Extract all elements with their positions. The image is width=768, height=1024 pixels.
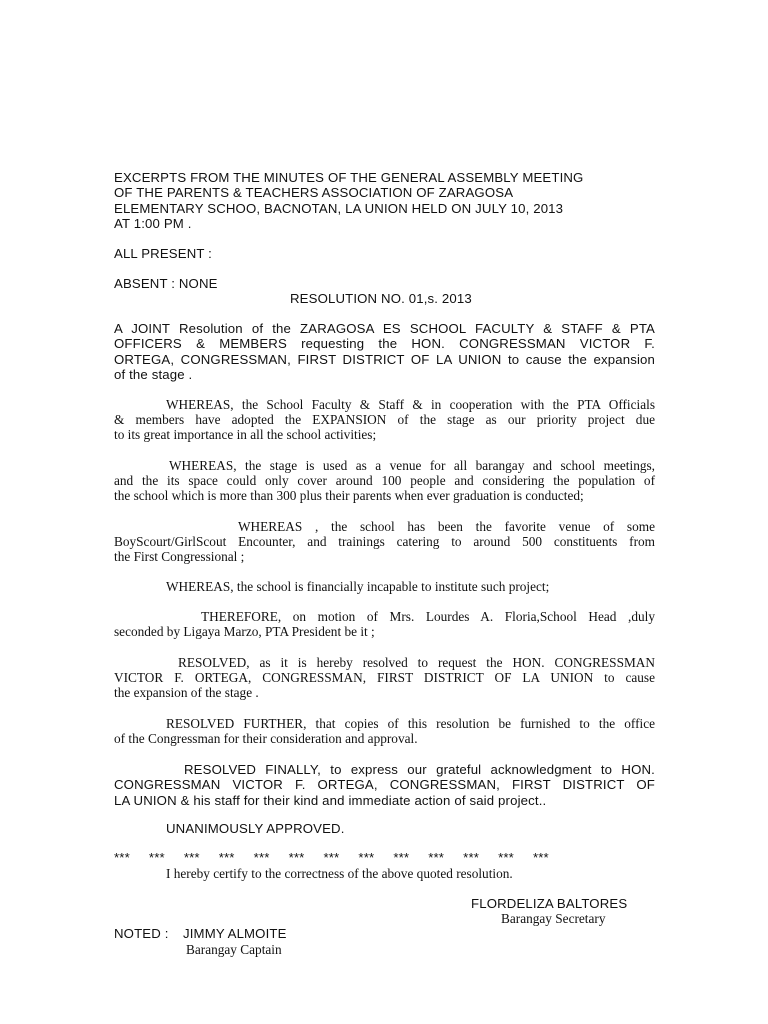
asterisk-separator: *** *** *** *** *** *** *** *** *** *** *** *** *** xyxy=(114,850,549,865)
resolution-number: RESOLUTION NO. 01,s. 2013 xyxy=(290,291,472,306)
preamble-paragraph: A JOINT Resolution of the ZARAGOSA ES SCHOOL FACULTY & STAFF & PTA OFFICERS & MEMBERS requesting the HON. CONGRESSMAN VICTOR F. ORTEGA, CONGRESSMAN, FIRST DISTRICT OF LA UNION to cause the expansion of the stage . xyxy=(114,321,655,383)
secretary-title: Barangay Secretary xyxy=(501,911,606,926)
certification-statement: I hereby certify to the correctness of the above quoted resolution. xyxy=(166,866,513,881)
whereas-paragraph-1: WHEREAS, the School Faculty & Staff & in cooperation with the PTA Officials & members have adopted the EXPANSION of the stage as our priority project due to its great importance in all the school activities; xyxy=(114,397,655,443)
header-line: OF THE PARENTS & TEACHERS ASSOCIATION OF ZARAGOSA xyxy=(114,185,514,201)
noted-label: NOTED : xyxy=(114,926,169,941)
minutes-header xyxy=(114,170,655,232)
captain-title: Barangay Captain xyxy=(186,942,282,957)
whereas-paragraph-4: WHEREAS, the school is financially incapable to institute such project; xyxy=(166,579,550,594)
whereas-paragraph-3: WHEREAS , the school has been the favorite venue of some BoyScourt/GirlScout Encounter, and trainings catering to around 500 constituents from the First Congressional ; xyxy=(114,519,655,565)
all-present-label: ALL PRESENT : xyxy=(114,246,212,261)
therefore-paragraph: THEREFORE, on motion of Mrs. Lourdes A. Floria,School Head ,duly seconded by Ligaya Marzo, PTA President be it ; xyxy=(114,609,655,640)
captain-name: JIMMY ALMOITE xyxy=(183,926,287,941)
resolved-further-paragraph: RESOLVED FURTHER, that copies of this resolution be furnished to the office of the Congressman for their consideration and approval. xyxy=(114,716,655,747)
resolved-paragraph: RESOLVED, as it is hereby resolved to request the HON. CONGRESSMAN VICTOR F. ORTEGA, CONGRESSMAN, FIRST DISTRICT OF LA UNION to cause the expansion of the stage . xyxy=(114,655,655,701)
whereas-paragraph-2: WHEREAS, the stage is used as a venue for all barangay and school meetings, and the its space could only cover around 100 people and considering the population of the school which is more than 300 plus their parents when ever graduation is conducted; xyxy=(114,458,655,504)
header-line: ELEMENTARY SCHOO, BACNOTAN, LA UNION HELD ON JULY 10, 2013 xyxy=(114,200,564,216)
header-line: AT 1:00 PM . xyxy=(114,216,192,232)
unanimously-approved: UNANIMOUSLY APPROVED. xyxy=(166,821,345,836)
secretary-name: FLORDELIZA BALTORES xyxy=(471,896,628,911)
header-line: EXCERPTS FROM THE MINUTES OF THE GENERAL ASSEMBLY MEETING xyxy=(114,170,584,185)
absent-label: ABSENT : NONE xyxy=(114,276,218,291)
resolved-finally-paragraph: RESOLVED FINALLY, to express our grateful acknowledgment to HON. CONGRESSMAN VICTOR F. ORTEGA, CONGRESSMAN, FIRST DISTRICT OF LA UNION & his staff for their kind and immediate action of said project.. xyxy=(114,762,655,808)
